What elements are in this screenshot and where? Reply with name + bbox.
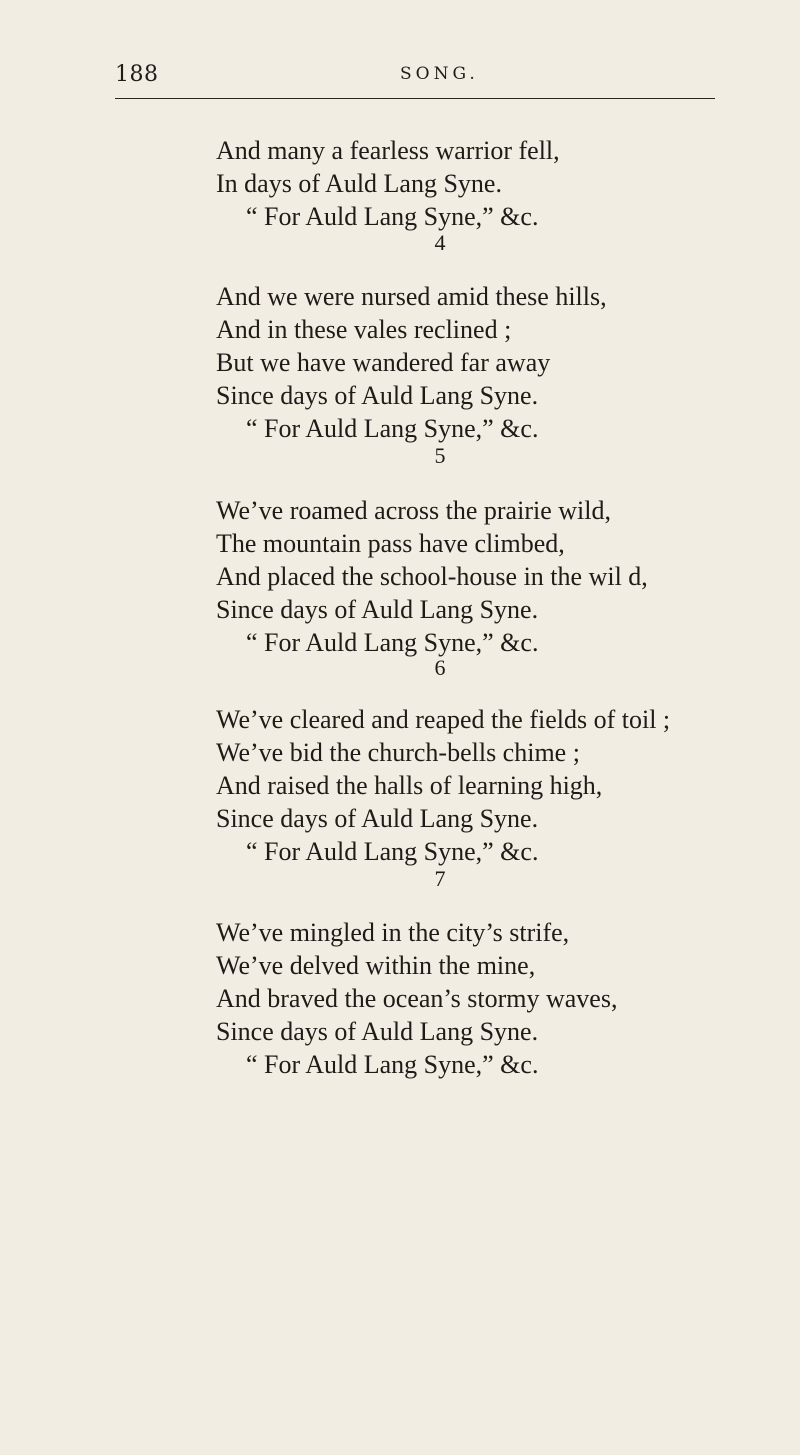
verse-line: “ For Auld Lang Syne,” &c. (246, 1050, 539, 1079)
verse-line: We’ve mingled in the city’s strife, (216, 918, 570, 947)
verse-line: We’ve roamed across the prairie wild, (216, 496, 611, 525)
verse-line: “ For Auld Lang Syne,” &c. (246, 628, 539, 657)
running-head: SONG. (400, 64, 479, 84)
stanza-5 (216, 494, 648, 659)
stanza-4 (216, 280, 607, 445)
verse-line: Since days of Auld Lang Syne. (216, 804, 539, 833)
stanza-7 (216, 916, 617, 1081)
verse-line: And we were nursed amid these hills, (216, 282, 607, 311)
stanza-6 (216, 703, 670, 868)
verse-line: But we have wandered far away (216, 348, 551, 377)
page-number: 188 (115, 62, 159, 87)
stanza-number: 5 (434, 443, 446, 468)
verse-line: We’ve cleared and reaped the fields of toil ; (216, 705, 671, 734)
verse-line: In days of Auld Lang Syne. (216, 169, 502, 198)
stanza-number: 4 (434, 230, 446, 255)
verse-line: Since days of Auld Lang Syne. (216, 1017, 539, 1046)
verse-line: “ For Auld Lang Syne,” &c. (246, 414, 539, 443)
verse-line: We’ve delved within the mine, (216, 951, 536, 980)
continued-stanza (216, 134, 560, 233)
stanza-number: 7 (434, 866, 446, 891)
verse-line: The mountain pass have climbed, (216, 529, 565, 558)
verse-line: “ For Auld Lang Syne,” &c. (246, 202, 539, 231)
verse-line: We’ve bid the church-bells chime ; (216, 738, 580, 767)
verse-line: And raised the halls of learning high, (216, 771, 603, 800)
verse-line: “ For Auld Lang Syne,” &c. (246, 837, 539, 866)
verse-line: And many a fearless warrior fell, (216, 136, 560, 165)
verse-line: Since days of Auld Lang Syne. (216, 595, 539, 624)
header-rule (115, 98, 715, 99)
verse-line: Since days of Auld Lang Syne. (216, 381, 539, 410)
verse-line: And in these vales reclined ; (216, 315, 512, 344)
verse-line: And braved the ocean’s stormy waves, (216, 984, 618, 1013)
stanza-number: 6 (434, 655, 446, 680)
verse-line: And placed the school-house in the wil d, (216, 562, 648, 591)
